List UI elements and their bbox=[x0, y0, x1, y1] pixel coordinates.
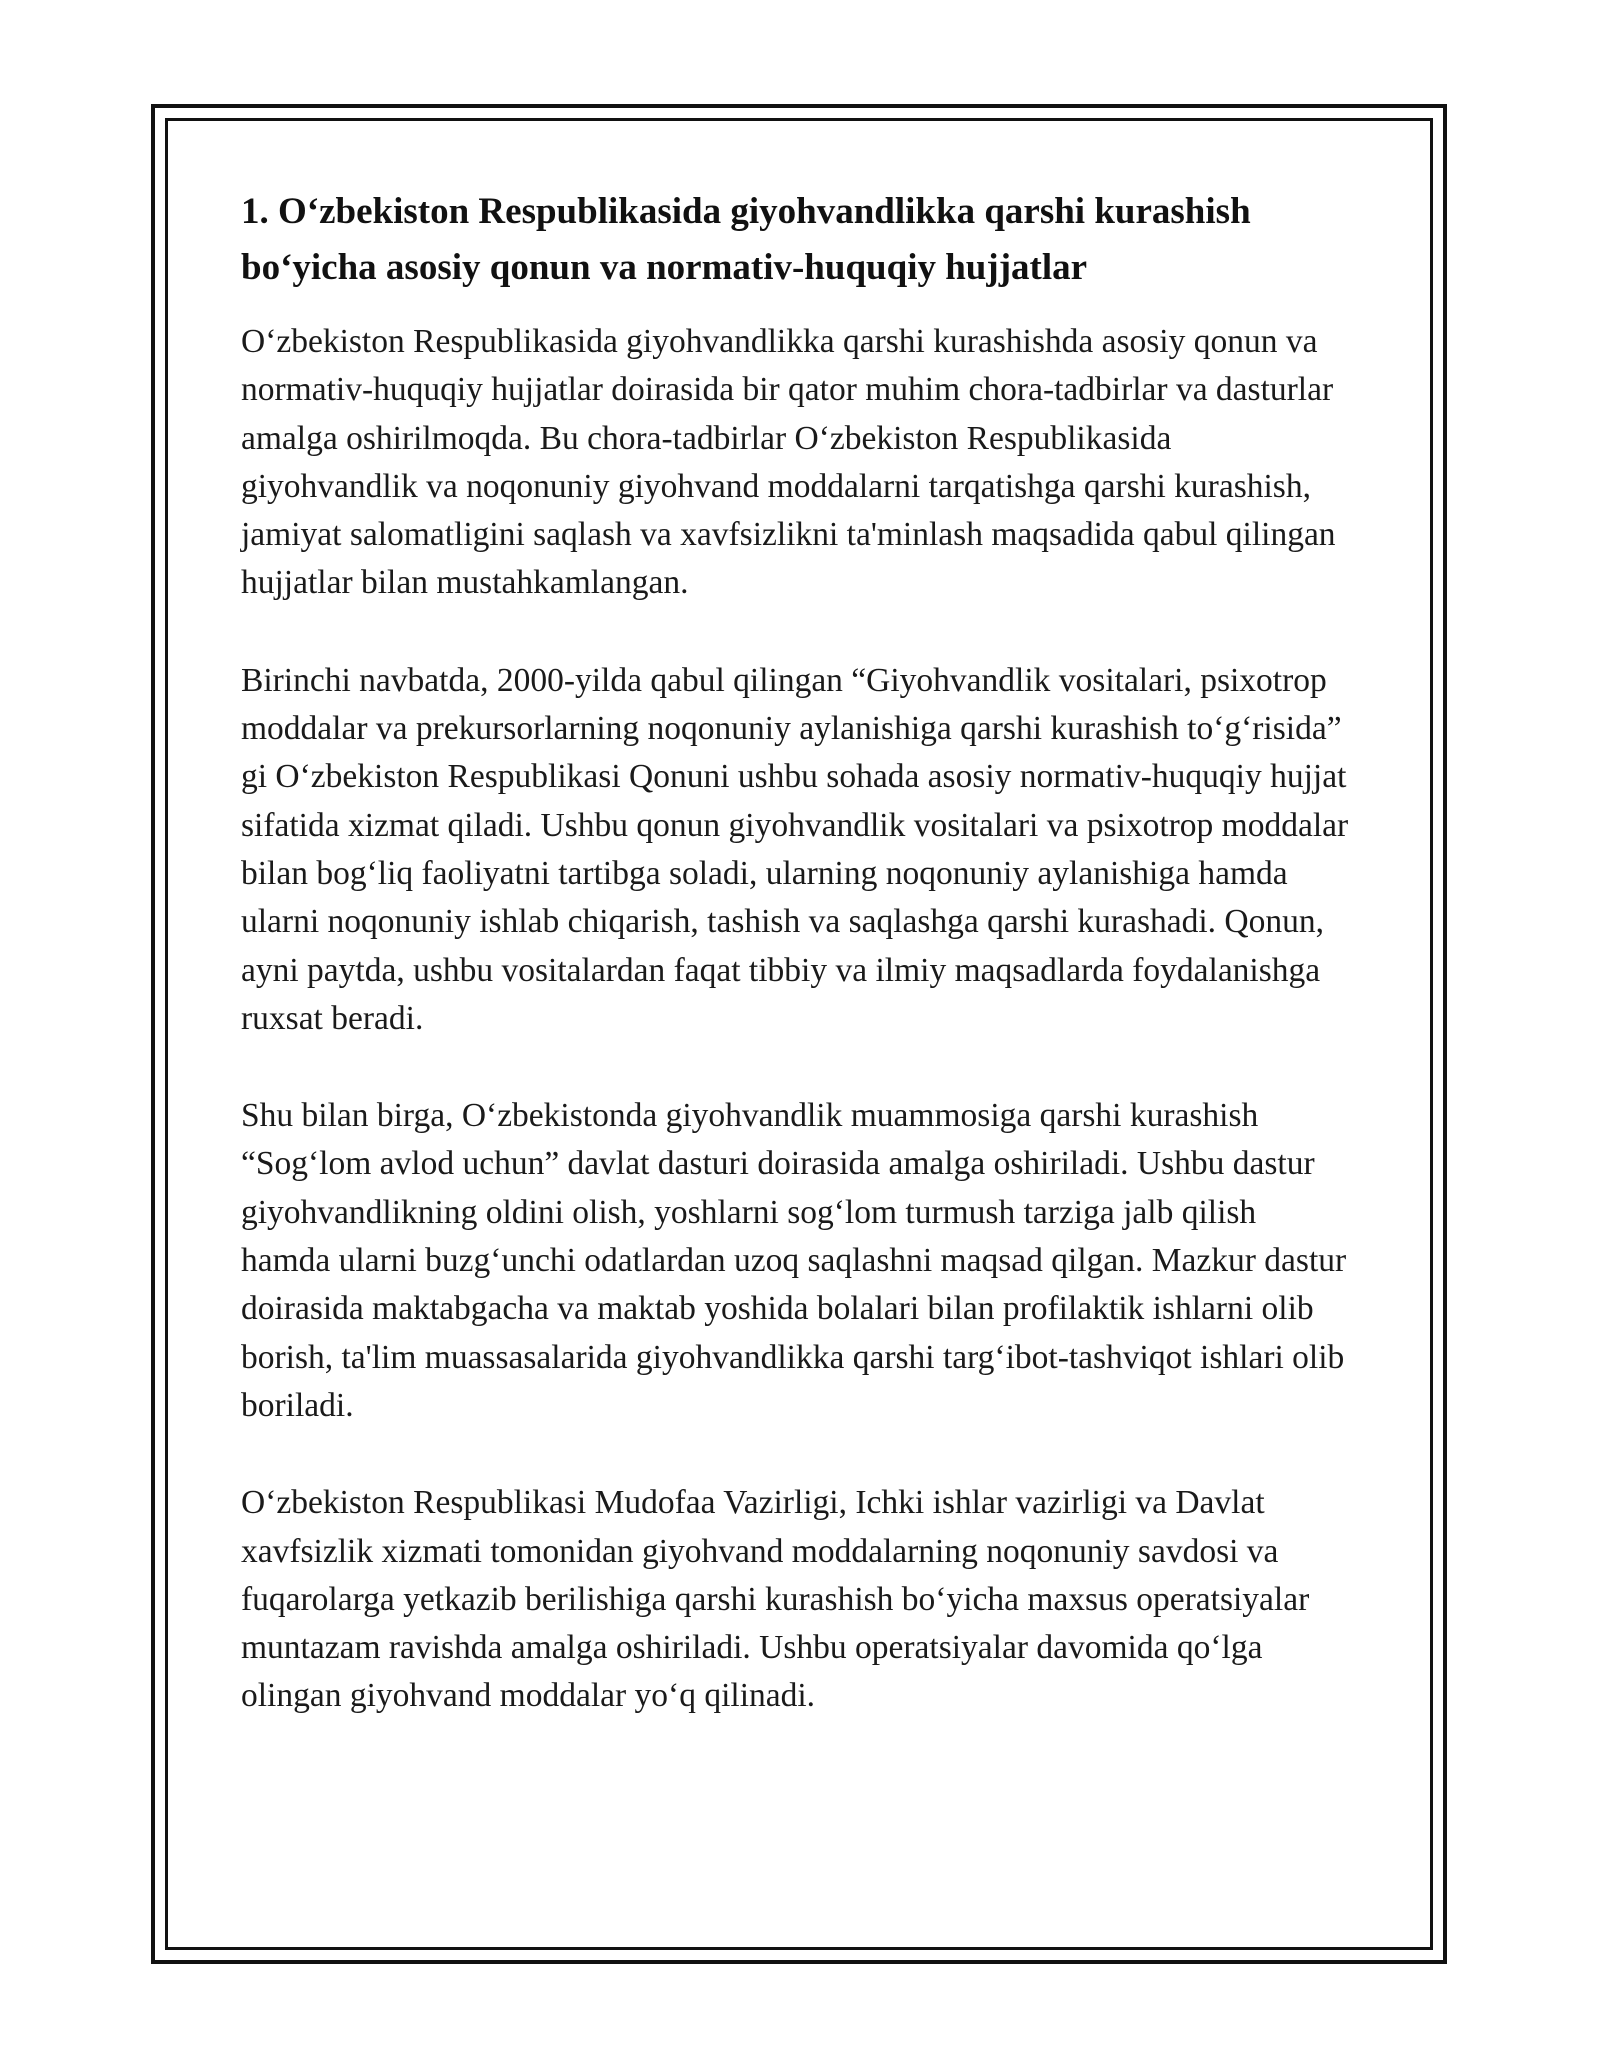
document-body bbox=[241, 184, 1351, 1721]
paragraph-2: Birinchi navbatda, 2000-yilda qabul qilingan “Giyohvandlik vositalari, psixotrop moddalar va prekursorlarning noqonuniy aylanishiga qarshi kurashish to‘g‘risida” gi O‘zbekiston Respublikasi Qonuni ushbu sohada asosiy normativ-huquqiy hujjat sifatida xizmat qiladi. Ushbu qonun giyohvandlik vositalari va psixotrop moddalar bilan bog‘liq faoliyatni tartibga soladi, ularning noqonuniy aylanishiga hamda ularni noqonuniy ishlab chiqarish, tashish va saqlashga qarshi kurashadi. Qonun, ayni paytda, ushbu vositalardan faqat tibbiy va ilmiy maqsadlarda foydalanishga ruxsat beradi. bbox=[241, 661, 1349, 1037]
paragraph-3: Shu bilan birga, O‘zbekistonda giyohvandlik muammosiga qarshi kurashish “Sog‘lom avlod uchun” davlat dasturi doirasida amalga oshiriladi. Ushbu dastur giyohvandlikning oldini olish, yoshlarni sog‘lom turmush tarziga jalb qilish hamda ularni buzg‘unchi odatlardan uzoq saqlashni maqsad qilgan. Mazkur dastur doirasida maktabgacha va maktab yoshida bolalari bilan profilaktik ishlarni olib borish, ta'lim muassasalarida giyohvandlikka qarshi targ‘ibot-tashviqot ishlari olib boriladi. bbox=[241, 1097, 1347, 1424]
paragraph-4: O‘zbekiston Respublikasi Mudofaa Vazirligi, Ichki ishlar vazirligi va Davlat xavfsizlik xizmati tomonidan giyohvand moddalarning noqonuniy savdosi va fuqarolarga yetkazib berilishiga qarshi kurashish bo‘yicha maxsus operatsiyalar muntazam ravishda amalga oshiriladi. Ushbu operatsiyalar davomida qo‘lga olingan giyohvand moddalar yo‘q qilinadi. bbox=[241, 1484, 1310, 1715]
page-border-outer bbox=[151, 104, 1447, 1964]
section-heading: 1. O‘zbekiston Respublikasida giyohvandlikka qarshi kurashish bo‘yicha asosiy qonun va normativ-huquqiy hujjatlar bbox=[241, 191, 1251, 288]
paragraph-1: O‘zbekiston Respublikasida giyohvandlikka qarshi kurashishda asosiy qonun va normativ-huquqiy hujjatlar doirasida bir qator muhim chora-tadbirlar va dasturlar amalga oshirilmoqda. Bu chora-tadbirlar O‘zbekiston Respublikasida giyohvandlik va noqonuniy giyohvand moddalarni tarqatishga qarshi kurashish, jamiyat salomatligini saqlash va xavfsizlikni ta'minlash maqsadida qabul qilingan hujjatlar bilan mustahkamlangan. bbox=[241, 323, 1336, 602]
